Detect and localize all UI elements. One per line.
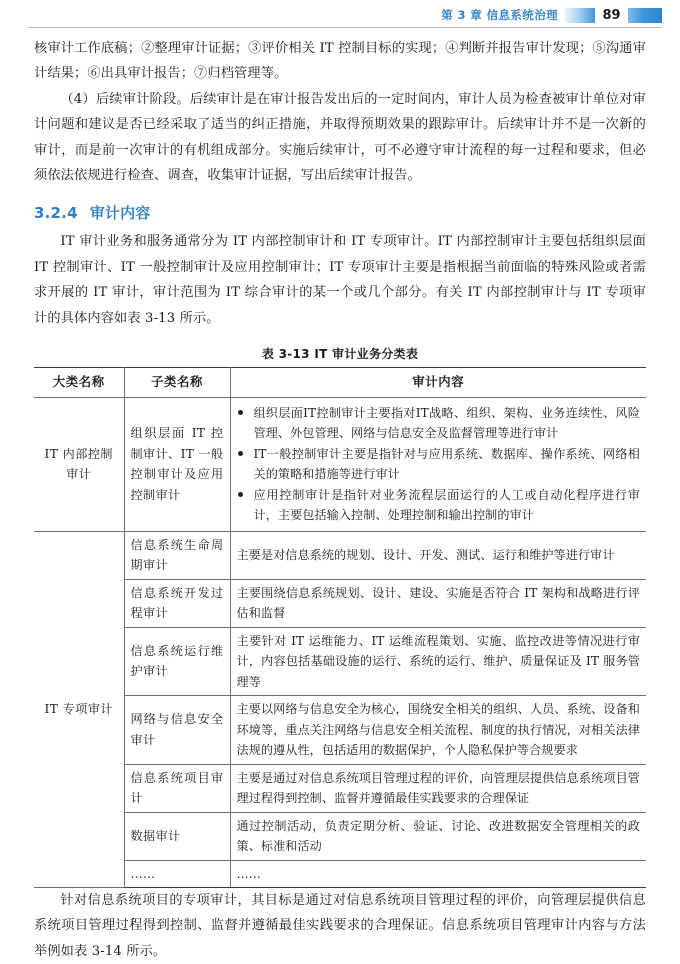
- bullet-item: [237, 485, 641, 526]
- cell-subcategory-network-security: 网络与信息安全审计: [124, 696, 230, 765]
- cell-content-lifecycle: 主要是对信息系统的规划、设计、开发、测试、运行和维护等进行审计: [230, 531, 646, 579]
- page-content: [34, 36, 646, 964]
- bullet-item: [237, 444, 641, 485]
- table-row: [34, 627, 646, 696]
- cell-content-development: 主要围绕信息系统规划、设计、建设、实施是否符合 IT 架构和战略进行评估和监督: [230, 579, 646, 627]
- section-title: 审计内容: [89, 204, 151, 223]
- cell-content-project: 主要是通过对信息系统项目管理过程的评价，向管理层提供信息系统项目管理过程得到控制、监督并遵循最佳实践要求的合理保证: [230, 764, 646, 812]
- section-heading: [34, 202, 646, 223]
- section-number: 3.2.4: [34, 204, 78, 223]
- page-header: [0, 0, 680, 34]
- header-gradient-block-right: [628, 8, 662, 23]
- column-header-category: 大类名称: [34, 368, 124, 398]
- table-header-row: [34, 368, 646, 398]
- paragraph-continued: 核审计工作底稿；②整理审计证据；③评价相关 IT 控制目标的实现；④判断并报告审计发现；⑤沟通审计结果；⑥出具审计报告；⑦归档管理等。: [34, 41, 646, 82]
- bullet-dot-icon: [238, 410, 243, 415]
- cell-category-internal-control: IT 内部控制审计: [34, 397, 124, 531]
- bullet-list: [237, 403, 641, 526]
- bullet-text: 组织层面IT控制审计主要指对IT战略、组织、架构、业务连续性、风险管理、外包管理、网络与信息安全及监督管理等进行审计: [253, 405, 640, 441]
- paragraph-follow-up-audit: （4）后续审计阶段。后续审计是在审计报告发出后的一定时间内，审计人员为检查被审计单位对审计问题和建议是否已经采取了适当的纠正措施，并取得预期效果的跟踪审计。后续审计并不是一次新的审计，而是前一次审计的有机组成部分。实施后续审计，可不必遵守审计流程的每一过程和要求，但必须依法依规进行检查、调查，收集审计证据，写出后续审计报告。: [34, 91, 646, 184]
- cell-content-data: 通过控制活动，负责定期分析、验证、讨论、改进数据安全管理相关的政策、标准和活动: [230, 812, 646, 860]
- page-number: 89: [602, 7, 621, 23]
- cell-category-special-audit: IT 专项审计: [34, 531, 124, 888]
- column-header-subcategory: 子类名称: [124, 368, 230, 398]
- paragraph-audit-content: IT 审计业务和服务通常分为 IT 内部控制审计和 IT 专项审计。IT 内部控制审计主要包括组织层面 IT 控制审计、IT 一般控制审计及应用控制审计；IT 专项审计主要是指根据当前面临的特殊风险或者需求开展的 IT 审计，审计范围为 IT 综合审计的某一个或几个部分。有关 IT 内部控制审计与 IT 专项审计的具体内容如表 3-13 所示。: [34, 234, 646, 326]
- table-row: [34, 579, 646, 627]
- bullet-text: 应用控制审计是指针对业务流程层面运行的人工或自动化程序进行审计，主要包括输入控制、处理控制和输出控制的审计: [253, 487, 640, 523]
- table-row: [34, 812, 646, 860]
- bullet-text: IT一般控制审计主要是指针对与应用系统、数据库、操作系统、网络相关的策略和措施等进行审计: [253, 446, 640, 482]
- header-divider: [28, 27, 662, 28]
- cell-subcategory-org-level: 组织层面 IT 控制审计、IT 一般控制审计及应用控制审计: [124, 397, 230, 531]
- audit-business-table: [34, 367, 646, 888]
- cell-subcategory-project: 信息系统项目审计: [124, 764, 230, 812]
- cell-content-network-security: 主要以网络与信息安全为核心，围绕安全相关的组织、人员、系统、设备和环境等，重点关注网络与信息安全相关流程、制度的执行情况，对相关法律法规的遵从性，包括适用的数据保护，个人隐私保护等合规要求: [230, 696, 646, 765]
- table-row: [34, 764, 646, 812]
- table-row: [34, 531, 646, 579]
- column-header-content: 审计内容: [230, 368, 646, 398]
- cell-content-ellipsis: ……: [230, 860, 646, 888]
- header-content: [441, 5, 662, 25]
- table-row: [34, 696, 646, 765]
- chapter-title: 第 3 章 信息系统治理: [441, 8, 558, 22]
- bullet-dot-icon: [238, 451, 243, 456]
- bullet-item: [237, 403, 641, 444]
- table-row: [34, 397, 646, 531]
- cell-content-operations: 主要针对 IT 运维能力、IT 运维流程策划、实施、监控改进等情况进行审计，内容包括基础设施的运行、系统的运行、维护、质量保证及 IT 服务管理等: [230, 627, 646, 696]
- table-row: [34, 860, 646, 888]
- paragraph-project-audit: 针对信息系统项目的专项审计，其目标是通过对信息系统项目管理过程的评价，向管理层提供信息系统项目管理过程得到控制、监督并遵循最佳实践要求的合理保证。信息系统项目管理审计内容与方法举例如表 3-14 所示。: [34, 893, 646, 959]
- cell-subcategory-operations: 信息系统运行维护审计: [124, 627, 230, 696]
- cell-subcategory-development: 信息系统开发过程审计: [124, 579, 230, 627]
- cell-subcategory-ellipsis: ……: [124, 860, 230, 888]
- table-caption: 表 3-13 IT 审计业务分类表: [261, 347, 419, 362]
- header-gradient-block-left: [565, 8, 595, 23]
- bullet-dot-icon: [238, 492, 243, 497]
- cell-content-internal-control: [230, 397, 646, 531]
- cell-subcategory-data: 数据审计: [124, 812, 230, 860]
- cell-subcategory-lifecycle: 信息系统生命周期审计: [124, 531, 230, 579]
